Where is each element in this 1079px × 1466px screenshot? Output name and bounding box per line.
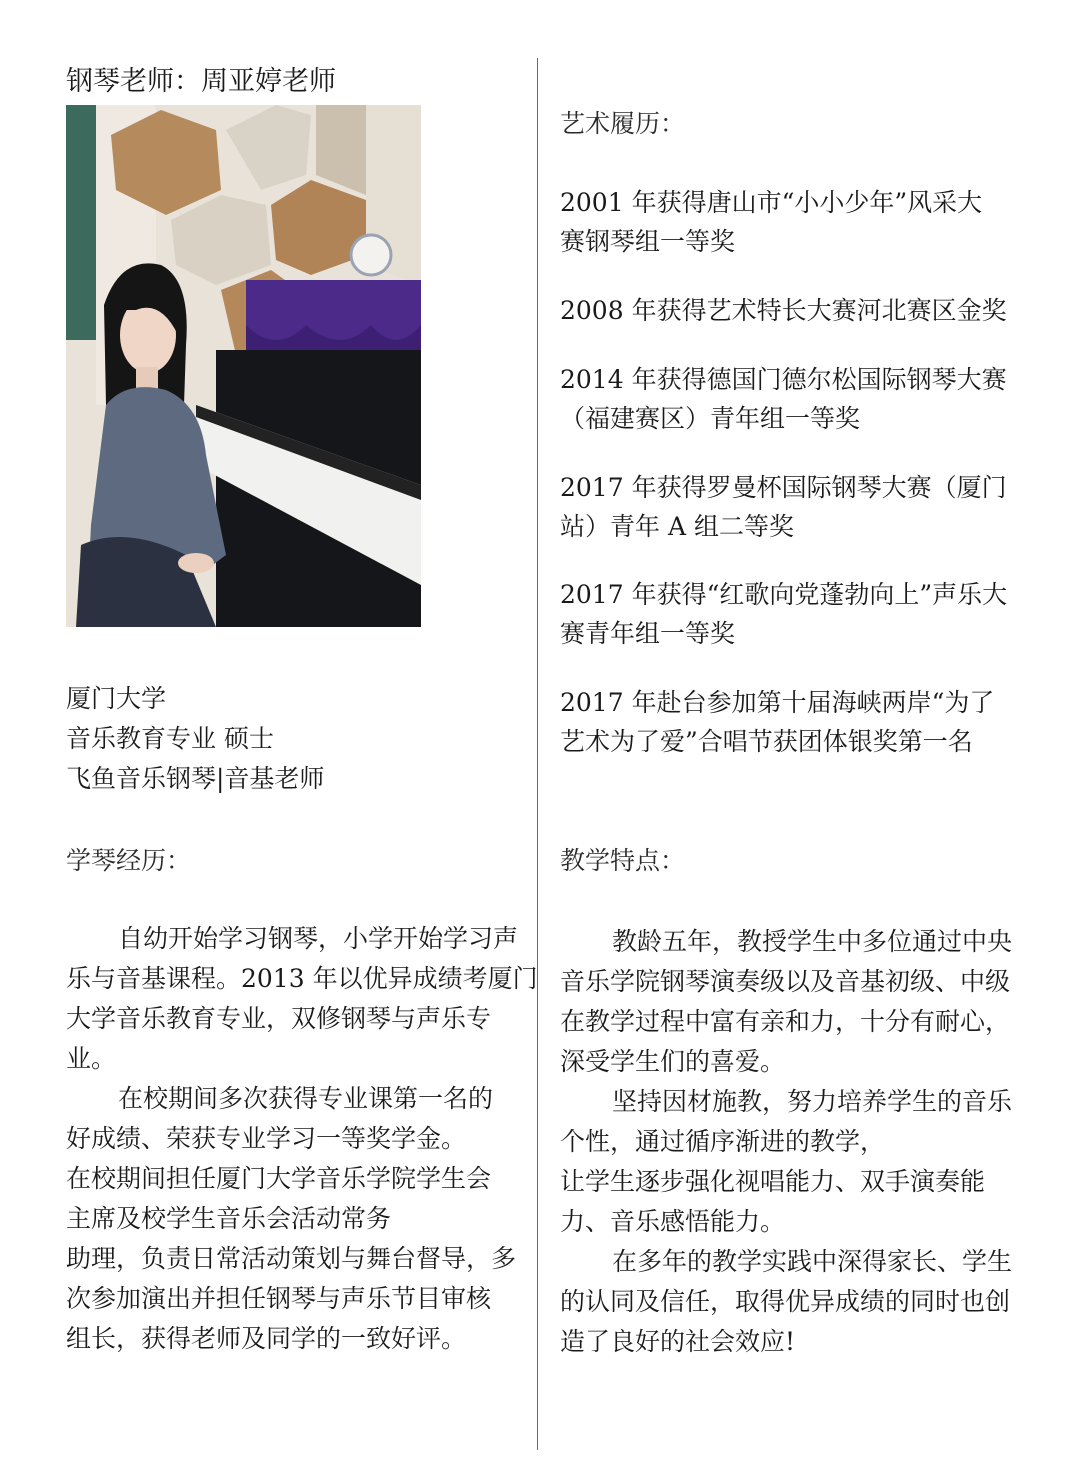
teaching-line: 坚持因材施教，努力培养学生的音乐 bbox=[612, 1087, 1013, 1116]
award-item bbox=[560, 291, 1007, 330]
teaching-line: 力、音乐感悟能力。 bbox=[560, 1207, 786, 1236]
award-line: 2017 年获得罗曼杯国际钢琴大赛（厦门 bbox=[560, 473, 1007, 502]
major-degree: 音乐教育专业 硕士 bbox=[66, 724, 274, 753]
study-paragraph bbox=[66, 919, 538, 1359]
teaching-line: 的认同及信任，取得优异成绩的同时也创 bbox=[560, 1287, 1011, 1316]
page-title: 钢琴老师：周亚婷老师 bbox=[66, 66, 336, 97]
teacher-photo bbox=[66, 105, 421, 627]
study-line: 好成绩、荣获专业学习一等奖学金。 bbox=[66, 1124, 467, 1153]
teaching-line: 让学生逐步强化视唱能力、双手演奏能 bbox=[560, 1167, 986, 1196]
award-item bbox=[560, 575, 1007, 653]
award-item bbox=[560, 183, 982, 261]
study-line: 在校期间多次获得专业课第一名的 bbox=[118, 1084, 494, 1113]
position: 飞鱼音乐钢琴|音基老师 bbox=[66, 764, 325, 793]
award-line: 赛青年组一等奖 bbox=[560, 619, 736, 648]
teaching-line: 在多年的教学实践中深得家长、学生 bbox=[612, 1247, 1013, 1276]
teaching-line: 深受学生们的喜爱。 bbox=[560, 1047, 786, 1076]
award-item bbox=[560, 683, 994, 761]
study-line: 业。 bbox=[66, 1044, 117, 1073]
teaching-line: 音乐学院钢琴演奏级以及音基初级、中级 bbox=[560, 967, 1011, 996]
award-item bbox=[560, 360, 1007, 438]
study-heading: 学琴经历： bbox=[66, 846, 192, 875]
teaching-line: 在教学过程中富有亲和力，十分有耐心， bbox=[560, 1007, 1011, 1036]
study-line: 大学音乐教育专业，双修钢琴与声乐专 bbox=[66, 1004, 492, 1033]
study-line: 组长，获得老师及同学的一致好评。 bbox=[66, 1324, 467, 1353]
award-item bbox=[560, 468, 1007, 546]
award-line: 2001 年获得唐山市“小小少年”风采大 bbox=[560, 188, 983, 217]
award-line: 2017 年赴台参加第十届海峡两岸“为了 bbox=[560, 688, 995, 717]
teaching-line: 个性，通过循序渐进的教学， bbox=[560, 1127, 886, 1156]
award-line: 赛钢琴组一等奖 bbox=[560, 227, 736, 256]
teaching-paragraph bbox=[560, 922, 1012, 1362]
study-line: 主席及校学生音乐会活动常务 bbox=[66, 1204, 392, 1233]
award-line: 站）青年 A 组二等奖 bbox=[560, 512, 794, 541]
art-heading: 艺术履历： bbox=[560, 109, 686, 138]
study-line: 助理，负责日常活动策划与舞台督导，多 bbox=[66, 1244, 517, 1273]
teaching-line: 教龄五年，教授学生中多位通过中央 bbox=[612, 927, 1013, 956]
teaching-line: 造了良好的社会效应! bbox=[560, 1327, 796, 1356]
award-line: 艺术为了爱”合唱节获团体银奖第一名 bbox=[560, 727, 973, 756]
study-line: 在校期间担任厦门大学音乐学院学生会 bbox=[66, 1164, 492, 1193]
study-line: 乐与音基课程。2013 年以优异成绩考厦门 bbox=[66, 964, 538, 993]
study-line: 次参加演出并担任钢琴与声乐节目审核 bbox=[66, 1284, 492, 1313]
award-line: 2017 年获得“红歌向党蓬勃向上”声乐大 bbox=[560, 580, 1008, 609]
university: 厦门大学 bbox=[66, 684, 167, 713]
award-line: （福建赛区）青年组一等奖 bbox=[560, 404, 861, 433]
education-block bbox=[66, 679, 324, 799]
teaching-heading: 教学特点： bbox=[560, 846, 686, 875]
award-line: 2014 年获得德国门德尔松国际钢琴大赛 bbox=[560, 365, 1007, 394]
award-line: 2008 年获得艺术特长大赛河北赛区金奖 bbox=[560, 296, 1007, 325]
study-line: 自幼开始学习钢琴，小学开始学习声 bbox=[118, 924, 519, 953]
